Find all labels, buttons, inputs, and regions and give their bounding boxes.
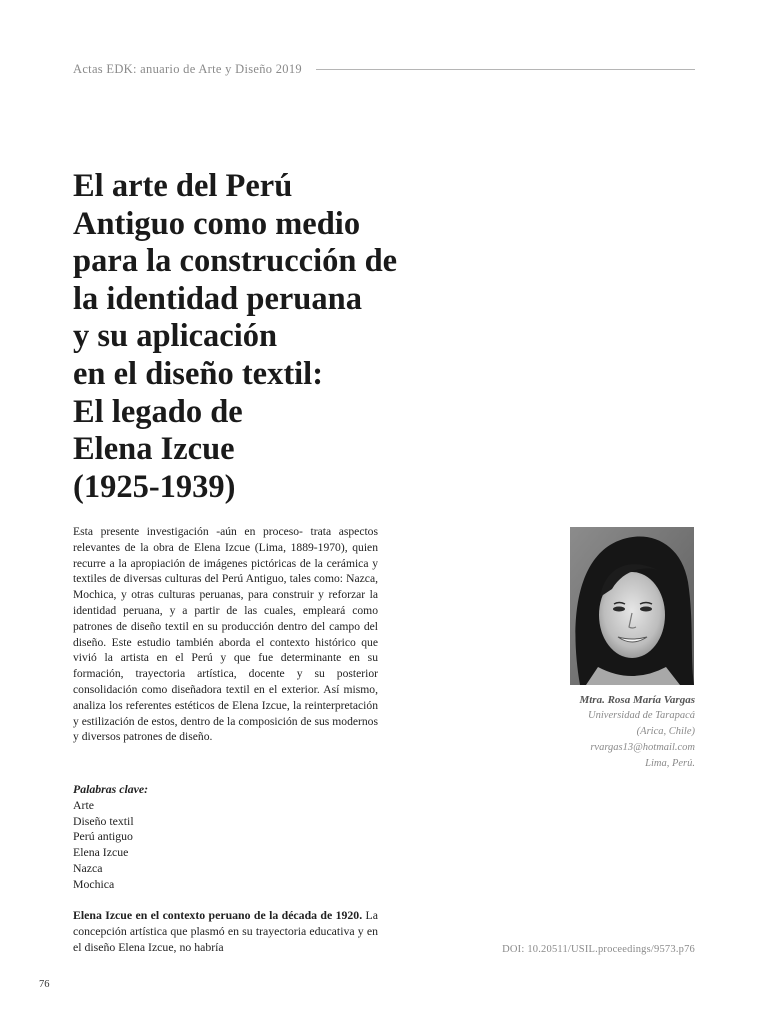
page-number: 76 <box>39 979 50 990</box>
author-city: Lima, Perú. <box>645 758 695 769</box>
title-line: El arte del Perú <box>73 168 293 204</box>
title-line: Elena Izcue <box>73 431 235 468</box>
article-title <box>73 168 473 506</box>
author-location: (Arica, Chile) <box>636 726 695 737</box>
author-info <box>520 692 695 772</box>
section-heading: Elena Izcue en el contexto peruano de la década de 1920. <box>73 908 363 922</box>
keyword: Mochica <box>73 876 115 891</box>
section-intro <box>73 908 378 955</box>
journal-name: Actas EDK: anuario de Arte y Diseño 2019 <box>73 61 302 76</box>
author-portrait <box>570 527 694 685</box>
abstract: Esta presente investigación -aún en proceso- trata aspectos relevantes de la obra de Elena Izcue (Lima, 1889-1970), quien recurre a la apropiación de imágenes pictóricas de la cerámica y textiles de diversas culturas del Perú Antiguo, tales como: Nazca, Mochica, y otras culturas peruanas, para construir y reforzar la identidad peruana, y a partir de las cuales, empleará como patrones de diseño textil en su producción dentro del campo del diseño. Este estudio también aborda el contexto histórico que vivió la artista en el Perú y que fue determinante en su formación, trayectoria artística, docente y su posterior consolidación como diseñadora textil en el exterior. Así mismo, analiza los referentes estéticos de Elena Izcue, la reinterpretación y estilización de estos, dentro de la composición de sus modernos y diversos patrones de diseño. <box>73 525 378 744</box>
title-line: (1925-1939) <box>73 468 236 505</box>
title-line: para la construcción de <box>73 243 398 280</box>
keyword: Diseño textil <box>73 813 134 828</box>
author-affiliation: Universidad de Tarapacá <box>588 710 695 721</box>
title-line: en el diseño textil: <box>73 355 324 392</box>
author-email: rvargas13@hotmail.com <box>590 742 695 753</box>
title-line: Antiguo como medio <box>73 205 361 242</box>
keyword: Perú antiguo <box>73 829 133 844</box>
keyword: Elena Izcue <box>73 845 129 860</box>
keyword: Arte <box>73 797 94 812</box>
running-header <box>73 61 695 77</box>
header-rule <box>316 69 695 70</box>
keywords-title: Palabras clave: <box>73 782 149 796</box>
author-photo <box>570 527 694 685</box>
doi: DOI: 10.20511/USIL.proceedings/9573.p76 <box>502 944 695 955</box>
keywords <box>73 782 273 893</box>
title-line: y su aplicación <box>73 318 278 355</box>
title-line: El legado de <box>73 393 243 430</box>
author-name: Mtra. Rosa María Vargas <box>579 694 695 706</box>
section-text: La concepción artística que plasmó en su trayectoria educativa y en el diseño Elena Izcue, no habría <box>73 908 378 954</box>
keyword: Nazca <box>73 860 103 875</box>
title-line: la identidad peruana <box>73 280 362 317</box>
